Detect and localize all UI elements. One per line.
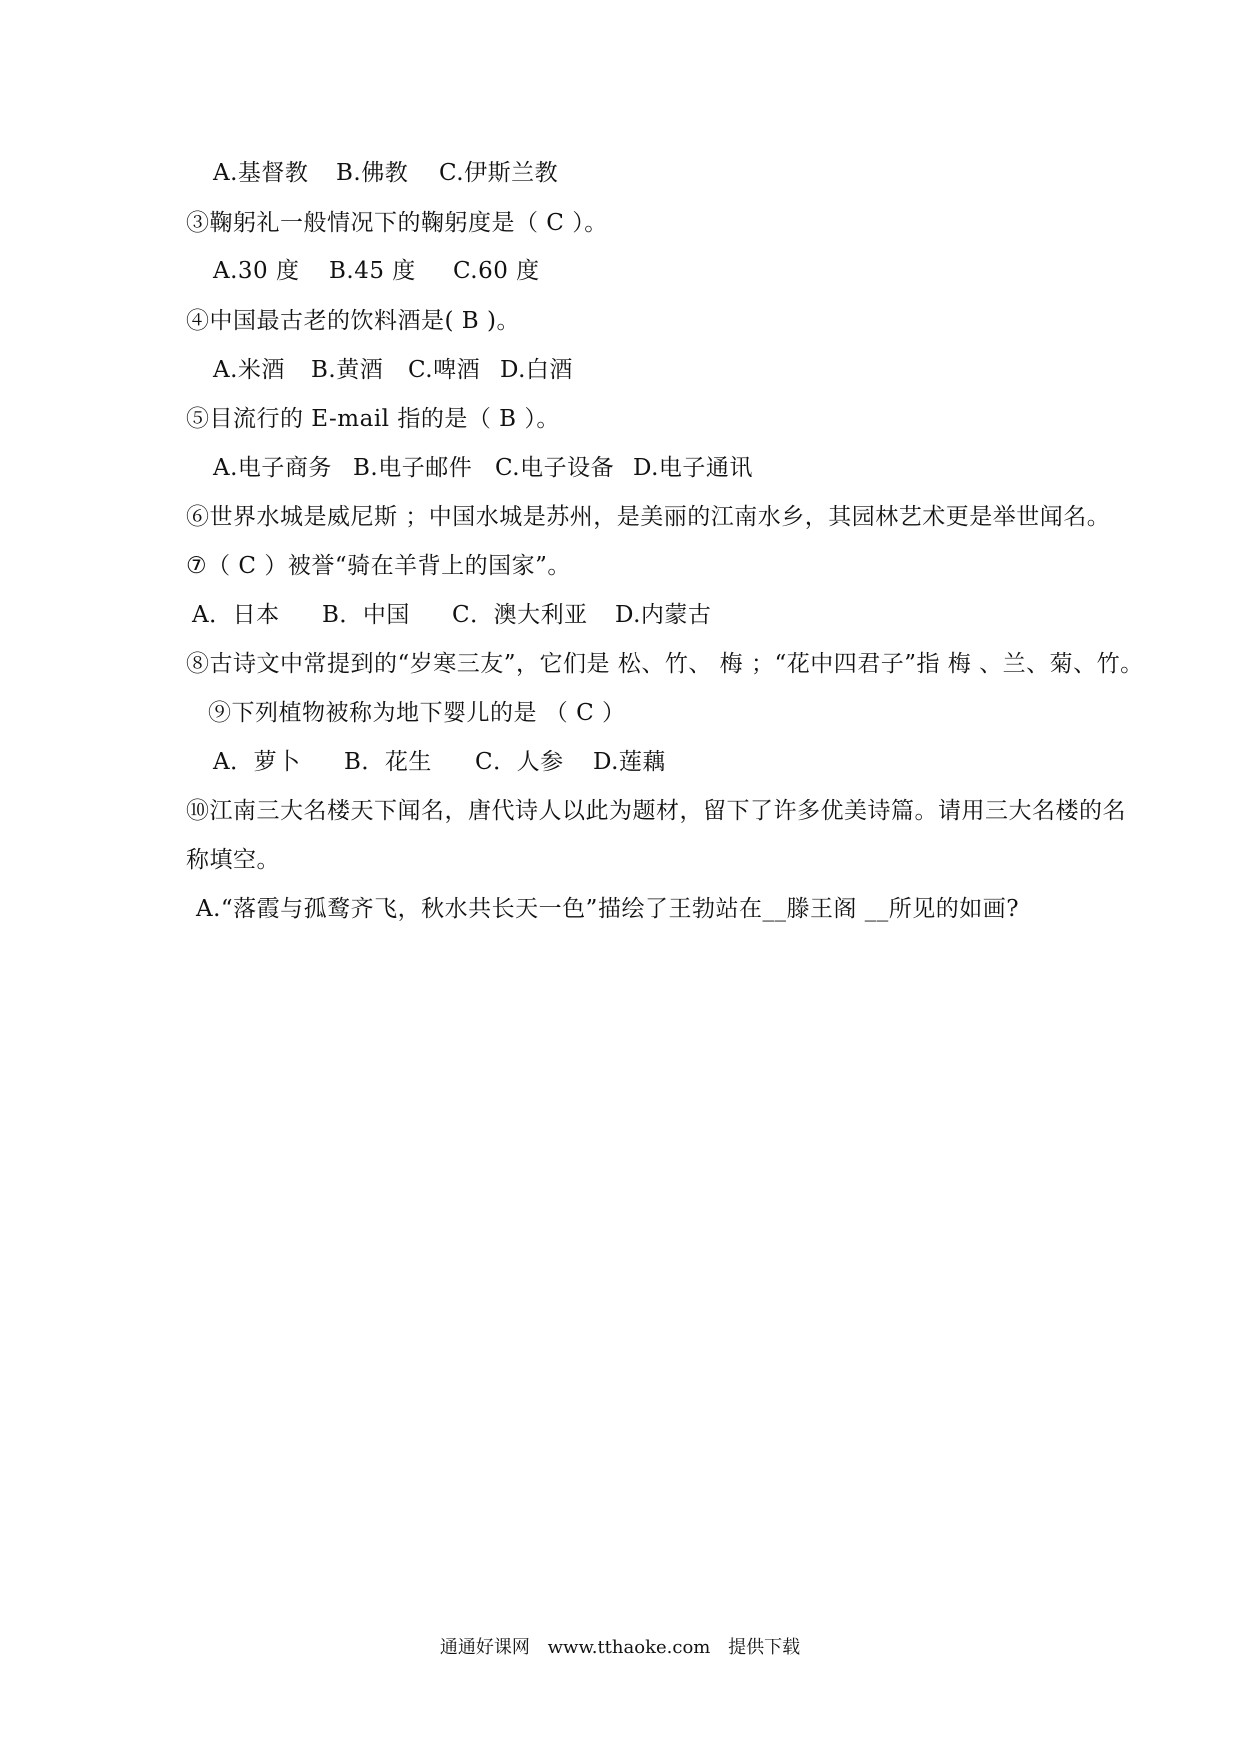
q3-options [213, 256, 540, 286]
footer-note: 提供下载 [728, 1637, 801, 1658]
q8-question: ⑧古诗文中常提到的“岁寒三友”，它们是 松、竹、 梅 ；“花中四君子”指 梅 、兰、菊、竹。 [186, 651, 1144, 677]
q9-option-b: B．花生 [344, 749, 432, 775]
q7-option-d: D.内蒙古 [615, 602, 712, 628]
q7-option-b: B．中国 [322, 602, 410, 628]
q4-question: ④中国最古老的饮料酒是( B )。 [186, 308, 520, 334]
q5-option-c: C.电子设备 [495, 455, 615, 481]
q9-options [213, 747, 666, 777]
footer-url[interactable]: www.tthaoke.com [547, 1637, 711, 1658]
q5-option-d: D.电子通讯 [633, 455, 753, 481]
q4-option-a: A.米酒 [213, 357, 285, 383]
q6-question: ⑥世界水城是威尼斯 ；中国水城是苏州，是美丽的江南水乡，其园林艺术更是举世闻名。 [186, 504, 1111, 530]
q4-option-b: B.黄酒 [311, 357, 384, 383]
q10-question-line2: 称填空。 [186, 847, 280, 873]
footer-site-name: 通通好课网 [439, 1637, 530, 1658]
q4-options [213, 355, 573, 385]
q3-option-a: A.30 度 [213, 258, 300, 284]
q2-options [213, 158, 558, 188]
q9-option-a: A．萝卜 [213, 749, 301, 775]
q10-sub-a: A.“落霞与孤鹜齐飞，秋水共长天一色”描绘了王勃站在__滕王阁 __所见的如画? [196, 896, 1020, 922]
q9-question: ⑨下列植物被称为地下婴儿的是 （ C ） [208, 700, 626, 726]
q5-option-b: B.电子邮件 [353, 455, 473, 481]
q7-option-c: C．澳大利亚 [452, 602, 588, 628]
q7-options [192, 600, 711, 630]
q4-option-d: D.白酒 [500, 357, 573, 383]
q10-question-line1: ⑩江南三大名楼天下闻名，唐代诗人以此为题材，留下了许多优美诗篇。请用三大名楼的名 [186, 798, 1126, 824]
q2-option-c: C.伊斯兰教 [439, 160, 559, 186]
page-footer [0, 1636, 1240, 1660]
q3-option-c: C.60 度 [453, 258, 540, 284]
q3-question: ③鞠躬礼一般情况下的鞠躬度是（ C ）。 [186, 210, 608, 236]
q2-option-a: A.基督教 [213, 160, 309, 186]
q3-option-b: B.45 度 [329, 258, 416, 284]
q7-question: ⑦（ C ）被誉“骑在羊背上的国家”。 [186, 553, 571, 579]
q5-option-a: A.电子商务 [213, 455, 332, 481]
q9-option-d: D.莲藕 [593, 749, 666, 775]
q4-option-c: C.啤酒 [408, 357, 481, 383]
q5-question: ⑤目流行的 E-mail 指的是（ B ）。 [186, 406, 560, 432]
q9-option-c: C．人参 [475, 749, 564, 775]
q5-options [213, 453, 753, 483]
q2-option-b: B.佛教 [336, 160, 409, 186]
q7-option-a: A．日本 [192, 602, 280, 628]
